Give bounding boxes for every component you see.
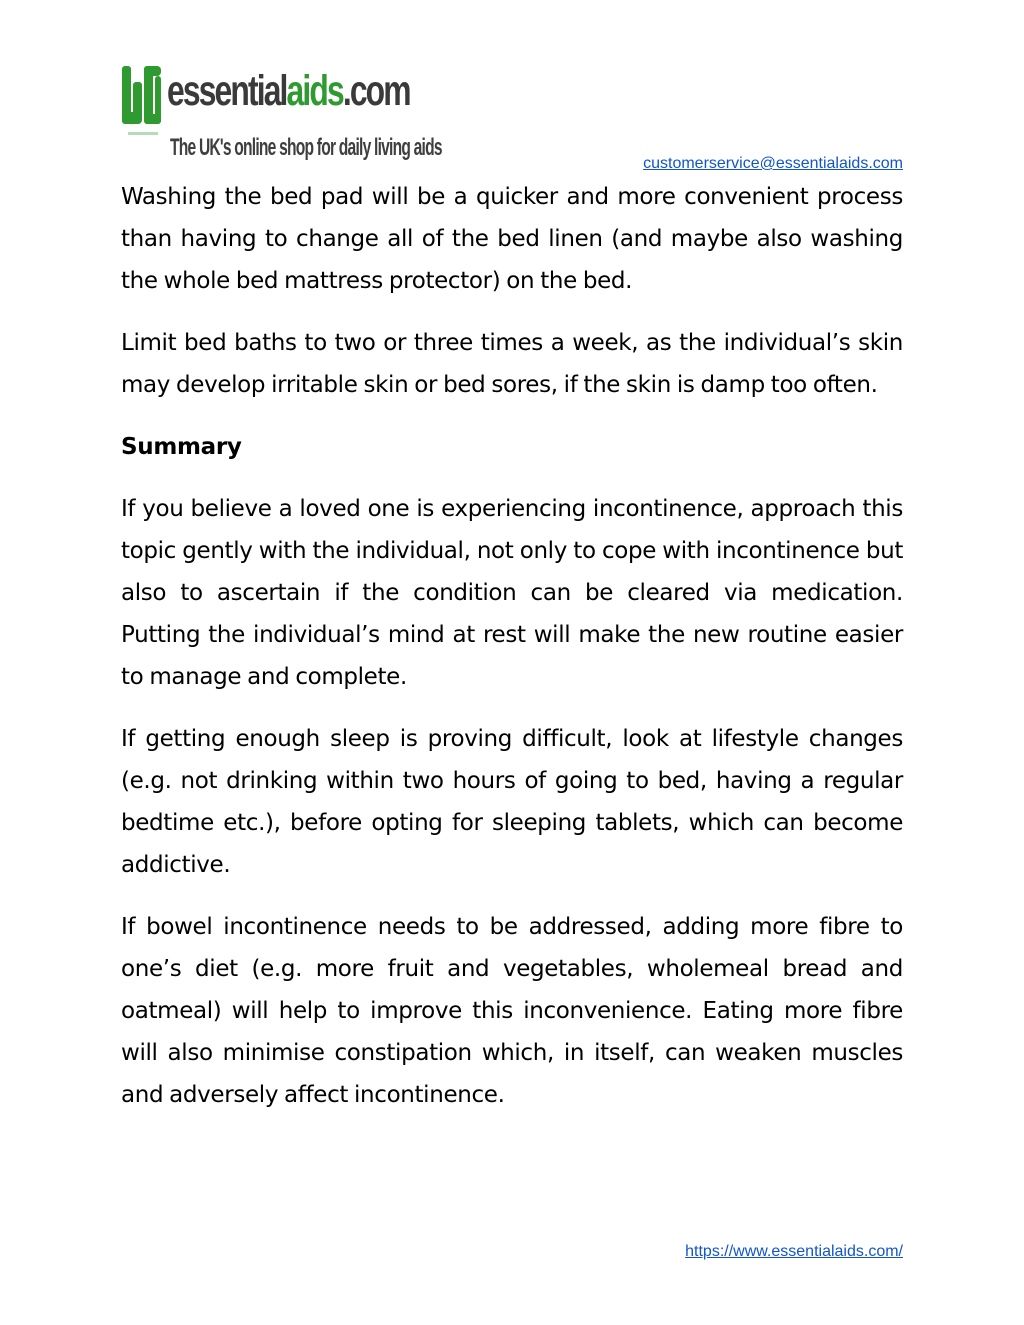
document-body — [121, 176, 903, 1136]
logo-tagline: The UK's online shop for daily living aids — [170, 134, 442, 161]
paragraph-bowel-fibre: If bowel incontinence needs to be addressed, adding more fibre to one’s diet (e.g. more fruit and vegetables, wholemeal bread and oatmeal) will help to improve this inconvenience. Eating more fibre will also minimise constipation which, in itself, can weaken muscles and adversely affect incontinence. — [121, 914, 903, 1108]
essentialaids-logo — [120, 62, 442, 168]
paragraph-sleep-lifestyle: If getting enough sleep is proving difficult, look at lifestyle changes (e.g. not drinking within two hours of going to bed, having a regular bedtime etc.), before opting for sleeping tablets, which can become addictive. — [121, 726, 903, 878]
website-url-link[interactable]: https://www.essentialaids.com/ — [685, 1243, 903, 1260]
paragraph-approach-gently: If you believe a loved one is experiencing incontinence, approach this topic gently with the individual, not only to cope with incontinence but also to ascertain if the condition can be cleared via medication. Putting the individual’s mind at rest will make the new routine easier to manage and complete. — [121, 496, 903, 690]
logo-mark-icon — [120, 62, 162, 148]
paragraph-bed-pad-washing: Washing the bed pad will be a quicker and more convenient process than having to change all of the bed linen (and maybe also washing the whole bed mattress protector) on the bed. — [121, 184, 903, 294]
paragraph-bed-baths: Limit bed baths to two or three times a week, as the individual’s skin may develop irritable skin or bed sores, if the skin is damp too often. — [121, 330, 903, 398]
summary-heading: Summary — [121, 434, 242, 460]
logo-word-essential: essential — [167, 67, 287, 115]
logo-wordmark — [167, 66, 410, 116]
logo-word-com: .com — [342, 67, 410, 115]
logo-word-aids: aids — [286, 67, 343, 115]
customer-service-email-link[interactable]: customerservice@essentialaids.com — [643, 155, 903, 172]
